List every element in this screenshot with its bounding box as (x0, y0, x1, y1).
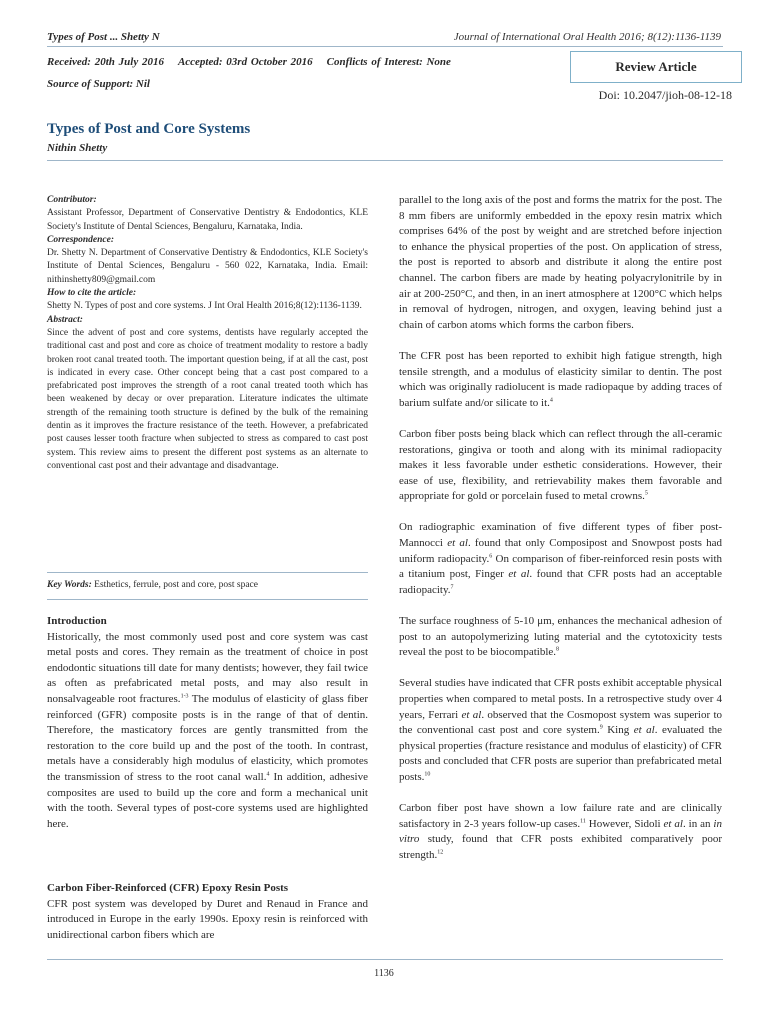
correspondence-text: Dr. Shetty N. Department of Conservative Dentistry & Endodontics, KLE Society's Institute of Dental Sciences, Bengaluru - 560 022, Karnataka, India. Email: nithinshetty809@gmail.com (47, 248, 368, 285)
article-type-badge: Review Article (570, 51, 742, 83)
keywords-rule-bottom (47, 599, 368, 600)
keywords-text: Esthetics, ferrule, post and core, post space (91, 580, 258, 590)
introduction-heading: Introduction (47, 615, 107, 627)
cfr-paragraph: CFR post system was developed by Duret and Renaud in France and introduced in Europe in the early 1990s. Epoxy resin is reinforced with unidirectional carbon fibers which are (47, 897, 368, 941)
keywords (47, 580, 368, 590)
paragraph: Carbon fiber posts being black which can reflect through the all-ceramic restorations, gingiva or tooth and along with its minimal radiopacity makes it less favorable under esthetic considerations. However, their ease of use, flexibility, and retrievability makes them favorable and appropriate for gold or porcelain fused to metal crowns.$^5$ (399, 427, 722, 503)
accepted-date: Accepted: 03rd October 2016 (177, 56, 313, 68)
source-of-support: Source of Support: Nil (47, 78, 150, 90)
introduction-paragraph: Historically, the most commonly used post and core system was cast metal posts and cores. They remain as the treatment of choice in post endodontic situations till date for many dentists; however, they fail twice as often as prefabricated metal posts, and may also result in nonsalvageable root fractures.$^{1-3}$ The modulus of elasticity of glass fiber reinforced (GFR) composite posts is in the range of that of dentin. Therefore, the masticatory forces are gently transmitted from the restoration to the core build up and the post of the tooth. In contrast, metals have a considerably high modulus of elasticity, which promotes the transmission of stress to the root canal wall.$^4$ In addition, adhesive composites are used to build up the core and form a mechanical unit with the tooth. Several types of post-core systems used are highlighted here. (47, 630, 368, 830)
paragraph: On radiographic examination of five different types of fiber post-Mannocci et al. found that only Composipost and Snowpost posts had uniform radiopacity.$^6$ On comparison of fiber-reinforced resin posts with a titanium post, Finger et al. found that CFR posts had an acceptable radiopacity.$^7$ (399, 521, 723, 596)
front-matter (47, 194, 368, 473)
paragraph: Several studies have indicated that CFR posts exhibit acceptable physical properties when compared to metal posts. In a retrospective study over 4 years, Ferrari et al. observed that the Cosmopost system was superior to the conventional cast post and core system.$^9$ King et al. evaluated the physical properties (fracture resistance and modulus of elasticity) of CFR posts and concluded that CFR posts are superior than prefabricated metal posts.$^{10}$ (399, 677, 723, 783)
introduction-section (47, 614, 368, 832)
cfr-heading: Carbon Fiber-Reinforced (CFR) Epoxy Resin Posts (47, 882, 289, 894)
contributor-text: Assistant Professor, Department of Conservative Dentistry & Endodontics, KLE Society's Institute of Dental Sciences, Bengaluru, Karnataka, India. (47, 208, 368, 232)
paragraph: The CFR post has been reported to exhibit high fatigue strength, high tensile strength, and a modulus of elasticity similar to dentin. The post which was originally radiolucent is made radiopaque by adding traces of barium sulfate and/or silicate to it.$^4$ (399, 349, 722, 409)
paragraph: The surface roughness of 5-10 μm, enhances the mechanical adhesion of post to an autopolymerizing luting material and the cytotoxicity tests reveal the post to be biocompatible.$^8$ (399, 615, 722, 659)
conflicts: Conflicts of Interest: None (326, 56, 451, 68)
abstract-label: Abstract: (47, 314, 83, 325)
keywords-rule-top (47, 572, 368, 573)
cfr-section (47, 881, 368, 943)
paragraph: Carbon fiber post have shown a low failure rate and are clinically satisfactory in 2-3 years follow-up cases.$^{11}$ However, Sidoli et al. in an in vitro study, found that CFR posts exhibited comparatively poor strength.$^{12}$ (399, 802, 722, 861)
author: Nithin Shetty (47, 142, 108, 154)
received-date: Received: 20th July 2016 (47, 56, 164, 68)
cite-label: How to cite the article: (47, 288, 137, 299)
page-number: 1136 (374, 968, 394, 979)
cite-text: Shetty N. Types of post and core systems. J Int Oral Health 2016;8(12):1136-1139. (47, 301, 362, 312)
running-head-journal: Journal of International Oral Health 2016; 8(12):1136-1139 (453, 31, 721, 43)
contributor-label: Contributor: (47, 195, 97, 205)
running-head-left: Types of Post ... Shetty N (47, 31, 160, 43)
keywords-label: Key Words: (47, 580, 92, 590)
paragraph: parallel to the long axis of the post and forms the matrix for the post. The 8 mm fibers are uniformly embedded in the epoxy resin matrix which comprises 64% of the post by weight and are stretched before injection to enhance the physical properties of the post. On application of stress, the post is reported to absorb and distribute it along the entire post channel. The carbon fibers are made by heating polyacrylonitrile by in air at 200-250°C, and then, in an inert atmosphere at 1200°C which helps in removal of hydrogen, nitrogen, and oxygen, leaving behind just a chain of carbon atoms which forms the carbon fibers. (399, 194, 722, 331)
abstract-text: Since the advent of post and core systems, dentists have regularly accepted the traditional cast and post and core as choice of treatment modality to restore a badly broken root canal treated tooth. The important question being, if at all the cast, post is indicated in every case. Other concept being that a cast post compared to a prefabricated post improves the strength of a root canal treated tooth which has been weakened by decay or over preparation. Literature indicates the ultimate strength of the remaining tooth structure is defined by the bulk of the remaining dentin as it improves the fracture resistance of the teeth. However, a prefabricated post causes lesser tooth fracture when subjected to stress as compared to cast post system. This review aims to present the different post systems as an alternate to conventional cast post and their advantage and disadvantage. (47, 327, 368, 471)
correspondence-label: Correspondence: (47, 234, 115, 245)
title-rule (47, 160, 723, 161)
footer-rule (47, 959, 723, 960)
article-title: Types of Post and Core Systems (47, 121, 251, 137)
dates-line (47, 56, 451, 68)
doi: Doi: 10.2047/jioh-08-12-18 (598, 88, 732, 102)
header-rule (47, 46, 723, 47)
right-column (399, 193, 722, 879)
